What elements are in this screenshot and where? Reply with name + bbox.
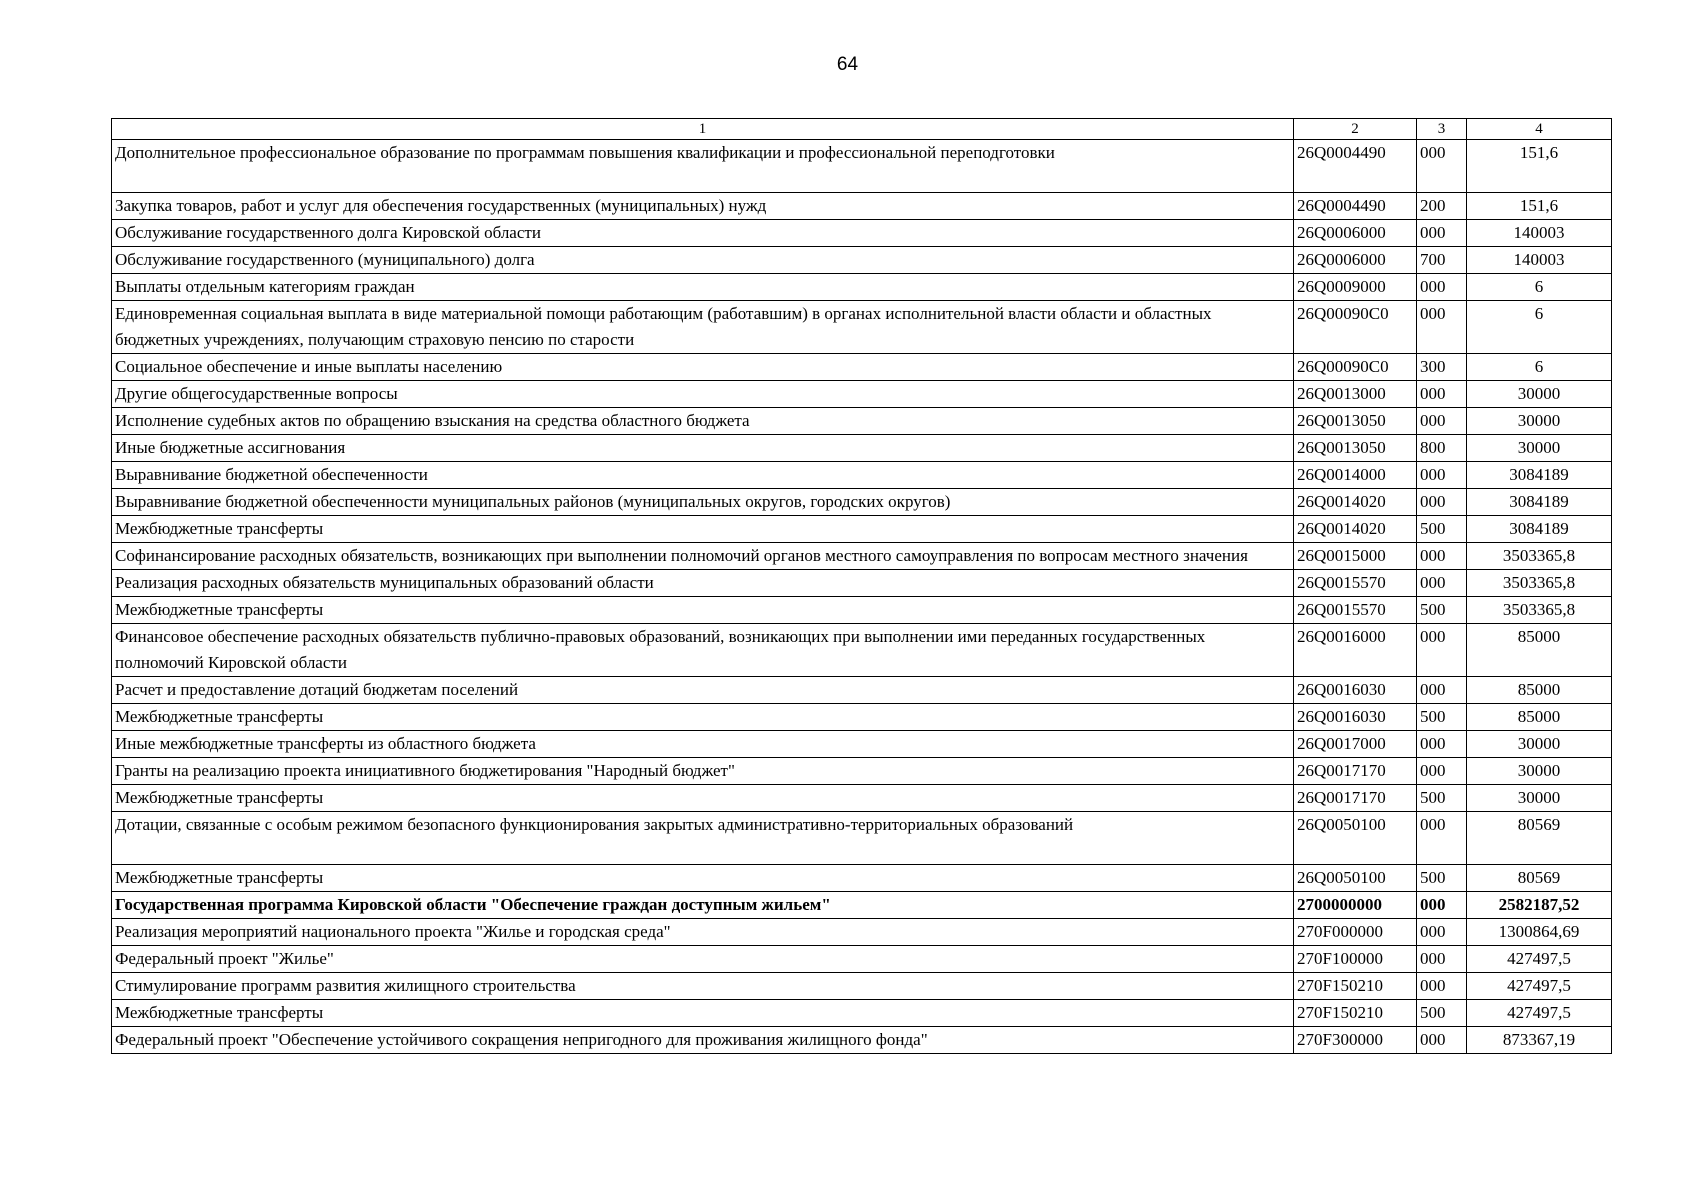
row-code-cell: 270F000000	[1294, 919, 1417, 946]
row-code-cell: 270F150210	[1294, 1000, 1417, 1027]
row-name-cell: Межбюджетные трансферты	[112, 704, 1294, 731]
table-row	[112, 140, 1612, 193]
table-row	[112, 892, 1612, 919]
row-amount-cell: 2582187,52	[1467, 892, 1612, 919]
row-expense-type-cell: 000	[1417, 624, 1467, 677]
row-amount-cell: 3503365,8	[1467, 570, 1612, 597]
table-row	[112, 301, 1612, 354]
row-amount-cell: 140003	[1467, 220, 1612, 247]
table-row	[112, 220, 1612, 247]
row-expense-type-cell: 000	[1417, 140, 1467, 193]
row-amount-cell: 30000	[1467, 381, 1612, 408]
row-expense-type-cell: 500	[1417, 785, 1467, 812]
row-expense-type-cell: 700	[1417, 247, 1467, 274]
row-amount-cell: 1300864,69	[1467, 919, 1612, 946]
row-expense-type-cell: 800	[1417, 435, 1467, 462]
row-expense-type-cell: 000	[1417, 946, 1467, 973]
row-amount-cell: 873367,19	[1467, 1027, 1612, 1054]
row-name-cell: Обслуживание государственного долга Кировской области	[112, 220, 1294, 247]
row-amount-cell: 85000	[1467, 704, 1612, 731]
row-amount-cell: 6	[1467, 274, 1612, 301]
row-name-cell: Стимулирование программ развития жилищного строительства	[112, 973, 1294, 1000]
row-code-cell: 26Q0004490	[1294, 193, 1417, 220]
row-expense-type-cell: 000	[1417, 892, 1467, 919]
table-row	[112, 597, 1612, 624]
row-expense-type-cell: 500	[1417, 597, 1467, 624]
row-expense-type-cell: 500	[1417, 865, 1467, 892]
table-row	[112, 677, 1612, 704]
row-expense-type-cell: 200	[1417, 193, 1467, 220]
row-code-cell: 26Q0009000	[1294, 274, 1417, 301]
table-row	[112, 1027, 1612, 1054]
row-code-cell: 26Q0017170	[1294, 785, 1417, 812]
row-amount-cell: 3503365,8	[1467, 597, 1612, 624]
row-name-cell: Межбюджетные трансферты	[112, 516, 1294, 543]
table-row	[112, 516, 1612, 543]
row-amount-cell: 427497,5	[1467, 973, 1612, 1000]
row-name-cell: Государственная программа Кировской области "Обеспечение граждан доступным жильем"	[112, 892, 1294, 919]
row-expense-type-cell: 000	[1417, 301, 1467, 354]
row-name-cell: Дотации, связанные с особым режимом безопасного функционирования закрытых административно-территориальных образований	[112, 812, 1294, 865]
row-code-cell: 26Q00090C0	[1294, 354, 1417, 381]
row-expense-type-cell: 500	[1417, 704, 1467, 731]
row-expense-type-cell: 500	[1417, 516, 1467, 543]
row-amount-cell: 85000	[1467, 677, 1612, 704]
row-code-cell: 26Q0014000	[1294, 462, 1417, 489]
table-row	[112, 758, 1612, 785]
row-code-cell: 26Q0013050	[1294, 408, 1417, 435]
row-name-cell: Межбюджетные трансферты	[112, 785, 1294, 812]
row-expense-type-cell: 000	[1417, 919, 1467, 946]
row-name-cell: Федеральный проект "Жилье"	[112, 946, 1294, 973]
row-amount-cell: 3084189	[1467, 516, 1612, 543]
table-row	[112, 435, 1612, 462]
table-row	[112, 1000, 1612, 1027]
row-name-cell: Финансовое обеспечение расходных обязательств публично-правовых образований, возникающих при выполнении ими переданных государственных полномочий Кировской области	[112, 624, 1294, 677]
row-code-cell: 26Q0006000	[1294, 247, 1417, 274]
table-row	[112, 408, 1612, 435]
page-number: 64	[836, 54, 859, 75]
row-code-cell: 26Q0015570	[1294, 570, 1417, 597]
table-row	[112, 785, 1612, 812]
row-name-cell: Социальное обеспечение и иные выплаты населению	[112, 354, 1294, 381]
row-name-cell: Гранты на реализацию проекта инициативного бюджетирования "Народный бюджет"	[112, 758, 1294, 785]
row-name-cell: Софинансирование расходных обязательств, возникающих при выполнении полномочий органов местного самоуправления по вопросам местного значения	[112, 543, 1294, 570]
header-row	[112, 119, 1612, 140]
row-expense-type-cell: 000	[1417, 462, 1467, 489]
table-row	[112, 919, 1612, 946]
row-code-cell: 2700000000	[1294, 892, 1417, 919]
table-row	[112, 704, 1612, 731]
row-amount-cell: 3084189	[1467, 462, 1612, 489]
row-name-cell: Дополнительное профессиональное образование по программам повышения квалификации и профессиональной переподготовки	[112, 140, 1294, 193]
row-amount-cell: 6	[1467, 301, 1612, 354]
row-code-cell: 270F100000	[1294, 946, 1417, 973]
row-code-cell: 26Q0016030	[1294, 704, 1417, 731]
table-row	[112, 193, 1612, 220]
row-expense-type-cell: 300	[1417, 354, 1467, 381]
row-expense-type-cell: 000	[1417, 1027, 1467, 1054]
row-name-cell: Реализация расходных обязательств муниципальных образований области	[112, 570, 1294, 597]
row-name-cell: Выравнивание бюджетной обеспеченности муниципальных районов (муниципальных округов, городских округов)	[112, 489, 1294, 516]
row-expense-type-cell: 500	[1417, 1000, 1467, 1027]
row-code-cell: 26Q0016000	[1294, 624, 1417, 677]
row-amount-cell: 151,6	[1467, 193, 1612, 220]
row-expense-type-cell: 000	[1417, 570, 1467, 597]
row-name-cell: Межбюджетные трансферты	[112, 1000, 1294, 1027]
row-code-cell: 26Q0050100	[1294, 812, 1417, 865]
row-expense-type-cell: 000	[1417, 274, 1467, 301]
row-expense-type-cell: 000	[1417, 220, 1467, 247]
table-row	[112, 570, 1612, 597]
row-amount-cell: 85000	[1467, 624, 1612, 677]
table-header	[112, 119, 1612, 140]
row-amount-cell: 140003	[1467, 247, 1612, 274]
header-col-2: 2	[1294, 119, 1417, 140]
row-code-cell: 26Q0014020	[1294, 516, 1417, 543]
table-row	[112, 624, 1612, 677]
row-name-cell: Межбюджетные трансферты	[112, 597, 1294, 624]
row-amount-cell: 3084189	[1467, 489, 1612, 516]
row-name-cell: Выравнивание бюджетной обеспеченности	[112, 462, 1294, 489]
row-amount-cell: 151,6	[1467, 140, 1612, 193]
row-amount-cell: 6	[1467, 354, 1612, 381]
row-amount-cell: 80569	[1467, 812, 1612, 865]
row-amount-cell: 80569	[1467, 865, 1612, 892]
header-col-4: 4	[1467, 119, 1612, 140]
table-row	[112, 274, 1612, 301]
row-amount-cell: 427497,5	[1467, 946, 1612, 973]
row-code-cell: 26Q0015570	[1294, 597, 1417, 624]
row-code-cell: 26Q0013000	[1294, 381, 1417, 408]
row-amount-cell: 30000	[1467, 435, 1612, 462]
row-name-cell: Другие общегосударственные вопросы	[112, 381, 1294, 408]
table-row	[112, 247, 1612, 274]
row-amount-cell: 30000	[1467, 785, 1612, 812]
row-code-cell: 26Q0004490	[1294, 140, 1417, 193]
table-row	[112, 946, 1612, 973]
row-code-cell: 26Q0050100	[1294, 865, 1417, 892]
row-amount-cell: 3503365,8	[1467, 543, 1612, 570]
row-name-cell: Закупка товаров, работ и услуг для обеспечения государственных (муниципальных) нужд	[112, 193, 1294, 220]
row-expense-type-cell: 000	[1417, 677, 1467, 704]
row-amount-cell: 30000	[1467, 408, 1612, 435]
row-code-cell: 26Q00090C0	[1294, 301, 1417, 354]
row-amount-cell: 427497,5	[1467, 1000, 1612, 1027]
row-name-cell: Обслуживание государственного (муниципального) долга	[112, 247, 1294, 274]
table-row	[112, 462, 1612, 489]
table-row	[112, 865, 1612, 892]
row-expense-type-cell: 000	[1417, 381, 1467, 408]
row-expense-type-cell: 000	[1417, 489, 1467, 516]
row-name-cell: Иные бюджетные ассигнования	[112, 435, 1294, 462]
table-row	[112, 731, 1612, 758]
table-body	[112, 140, 1612, 1054]
row-expense-type-cell: 000	[1417, 408, 1467, 435]
table-row	[112, 381, 1612, 408]
row-expense-type-cell: 000	[1417, 812, 1467, 865]
row-code-cell: 26Q0017170	[1294, 758, 1417, 785]
table-row	[112, 812, 1612, 865]
header-col-1: 1	[112, 119, 1294, 140]
row-name-cell: Межбюджетные трансферты	[112, 865, 1294, 892]
row-amount-cell: 30000	[1467, 731, 1612, 758]
row-expense-type-cell: 000	[1417, 543, 1467, 570]
row-expense-type-cell: 000	[1417, 731, 1467, 758]
table-row	[112, 973, 1612, 1000]
row-code-cell: 26Q0006000	[1294, 220, 1417, 247]
row-name-cell: Иные межбюджетные трансферты из областного бюджета	[112, 731, 1294, 758]
row-expense-type-cell: 000	[1417, 758, 1467, 785]
row-name-cell: Реализация мероприятий национального проекта "Жилье и городская среда"	[112, 919, 1294, 946]
budget-table	[111, 118, 1612, 1054]
row-code-cell: 26Q0014020	[1294, 489, 1417, 516]
table-row	[112, 489, 1612, 516]
row-name-cell: Исполнение судебных актов по обращению взыскания на средства областного бюджета	[112, 408, 1294, 435]
row-code-cell: 26Q0017000	[1294, 731, 1417, 758]
row-code-cell: 26Q0015000	[1294, 543, 1417, 570]
row-name-cell: Выплаты отдельным категориям граждан	[112, 274, 1294, 301]
row-name-cell: Единовременная социальная выплата в виде материальной помощи работающим (работавшим) в органах исполнительной власти области и областных бюджетных учреждениях, получающим страховую пенсию по старости	[112, 301, 1294, 354]
row-amount-cell: 30000	[1467, 758, 1612, 785]
row-name-cell: Расчет и предоставление дотаций бюджетам поселений	[112, 677, 1294, 704]
row-code-cell: 26Q0016030	[1294, 677, 1417, 704]
table-row	[112, 543, 1612, 570]
row-code-cell: 270F150210	[1294, 973, 1417, 1000]
row-code-cell: 26Q0013050	[1294, 435, 1417, 462]
row-expense-type-cell: 000	[1417, 973, 1467, 1000]
row-code-cell: 270F300000	[1294, 1027, 1417, 1054]
table-row	[112, 354, 1612, 381]
row-name-cell: Федеральный проект "Обеспечение устойчивого сокращения непригодного для проживания жилищного фонда"	[112, 1027, 1294, 1054]
header-col-3: 3	[1417, 119, 1467, 140]
